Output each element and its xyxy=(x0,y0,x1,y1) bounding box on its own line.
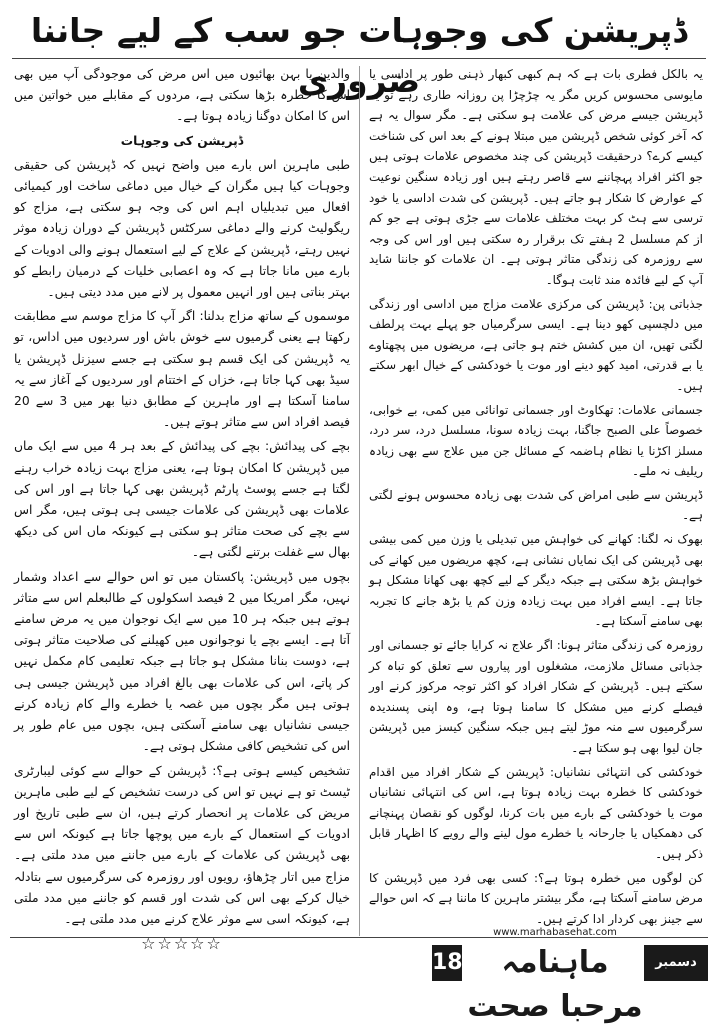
website-url: www.marhabasehat.com xyxy=(493,927,617,938)
end-ornament: ☆☆☆☆☆ xyxy=(141,934,223,954)
paragraph: یہ بالکل فطری بات ہے کہ ہم کبھی کبھار ذہنی طور پر اداسی یا مایوسی محسوس کریں مگر یہ چڑچڑا پن روزانہ طاری رہے تو یہ ڈپریشن جیسے مرض کی علامت ہو سکتی ہے۔ مگر سوال یہ ہے کہ آخر کوئی شخص ڈپریشن میں مبتلا ہونے کے بعد اس کی شناخت کیسے کرے؟ درحقیقت ڈپریشن کی چند مخصوص علامات ہوتی ہیں جو اکثر افراد پہچاننے سے قاصر رہتے ہیں اور زیادہ سنگین نوعیت کے عوارض کا شکار ہو جاتے ہیں۔ ڈپریشن کی شدت اداسی یا خود ترسی سے ہٹ کر بہت مختلف علامات سے جڑی ہوتی ہے جو کم از کم مسلسل 2 ہفتے تک برقرار رہ سکتی ہیں اور اس کی وجہ سے روزمرہ کی زندگی متاثر ہوتی ہے۔ ان علامات کو جاننا شاید آپ کے لیے فائدہ مند ثابت ہوگا۔ xyxy=(369,67,703,287)
paragraph: تشخیص کیسے ہوتی ہے؟: ڈپریشن کے حوالے سے کوئی لیبارٹری ٹیسٹ تو ہے نہیں تو اس کی درست تشخیص کے لیے طبی ماہرین مریض کی علامات پر انحصار کرتے ہیں، ان سے طبی تاریخ اور ادویات کے استعمال کے بارے میں پوچھا جاتا ہے کیونکہ اس سے بھی ڈپریشن کی علامات کے بارے میں جاننے میں مدد ملتی ہے۔ مزاج میں اتار چڑھاؤ، رویوں اور روزمرہ کی سرگرمیوں سے بتادلہ خیال کرکے بھی اس کی شدت اور قسم کو جاننے میں مدد ملتی ہے، کیونکہ اسی سے موثر علاج کرنے میں مدد ملتی ہے۔ xyxy=(14,763,350,926)
paragraph: ڈپریشن سے طبی امراض کی شدت بھی زیادہ محسوس ہونے لگتی ہے۔ xyxy=(369,487,703,523)
issue-date: دسمبر 2019ء xyxy=(644,945,708,981)
magazine-footer xyxy=(0,927,718,1024)
paragraph: بچوں میں ڈپریشن: پاکستان میں تو اس حوالے سے اعداد وشمار نہیں، مگر امریکا میں 2 فیصد اسکولوں کے طالبعلم اس سے متاثر ہوتے ہیں جبکہ ہر 10 میں سے ایک نوجوان میں یہ مرض سامنے آتا ہے۔ ایسے بچے یا نوجوانوں میں کھیلنے کی صلاحیت متاثر ہوتی ہے، دوست بنانا مشکل ہو جاتا ہے جبکہ تعلیمی کام مکمل نہیں کر پاتے، اس کی علامات بھی بالغ افراد میں ڈپریشن جیسی ہی ہوتی ہیں مگر بچوں میں غصہ یا خطرے والے کام زیادہ کرنے جیسی نشانیاں بھی سامنے آسکتی ہیں، بچوں میں عام طور پر اس کی تشخیص کافی مشکل ہوتی ہے۔ xyxy=(14,569,350,754)
page-number: 18 xyxy=(432,945,462,981)
magazine-logo: ماہنامہ مرحبا صحت xyxy=(467,945,643,1024)
title-divider xyxy=(12,58,706,59)
column-divider xyxy=(359,66,360,936)
paragraph: جسمانی علامات: تھکاوٹ اور جسمانی توانائی میں کمی، بے خوابی، خصوصاً علی الصبح جاگنا، بہت زیادہ سونا، مسلسل درد، سر درد، مسلز اکڑنا یا نظام ہاضمہ کے مسائل جن میں علاج سے بھی زیادہ ریلیف نہ ملے۔ xyxy=(369,402,703,479)
paragraph: طبی ماہرین اس بارے میں واضح نہیں کہ ڈپریشن کی حقیقی وجوہات کیا ہیں مگران کے خیال میں دماغی ساخت اور کیمیائی افعال میں تبدیلیاں اہم اس کی وجہ ہو سکتی ہے، مزاج کو ریگولیٹ کرنے والے دماغی سرکٹس ڈپریشن کے دوران زیادہ موثر نہیں رہتے، ڈپریشن کے علاج کے لیے استعمال ہونے والی ادویات کے بارے میں مانا جاتا ہے کہ وہ اعصابی خلیات کے درمیان رابطے کو بہتر بناتی ہیں اور انہیں معمول پر لانے میں مدد دیتی ہیں۔ xyxy=(14,157,350,300)
paragraph: والدین یا بہن بھائیوں میں اس مرض کی موجودگی آپ میں بھی اس کا خطرہ بڑھا سکتی ہے، مردوں کے مقابلے میں خواتین میں اس کا امکان دوگنا زیادہ ہوتا ہے۔ xyxy=(14,67,350,124)
paragraph: بچے کی پیدائش: بچے کی پیدائش کے بعد ہر 4 میں سے ایک ماں میں ڈپریشن کا امکان ہوتا ہے، یعنی مزاج بہت زیادہ خراب رہنے لگتا ہے جسے پوسٹ پارٹم ڈپریشن بھی کہا جاتا ہے اور اس کی علامات بھی ڈپریشن کی علامات جیسی ہی ہوتی ہیں، مگر اس سے بچے کی صحت متاثر ہو سکتی ہے کیونکہ ماں اس کی دیکھ بھال سے غفلت برتنے لگتی ہے۔ xyxy=(14,439,350,560)
paragraph: کن لوگوں میں خطرہ ہوتا ہے؟: کسی بھی فرد میں ڈپریشن کا مرض سامنے آسکتا ہے، مگر بیشتر ماہرین کا ماننا ہے کہ اس حوالے سے جینز بھی کردار ادا کرتے ہیں۔ xyxy=(369,870,703,926)
section-heading: ڈپریشن کی وجوہات xyxy=(120,133,244,148)
paragraph: خودکشی کی انتہائی نشانیاں: ڈپریشن کے شکار افراد میں اقدام خودکشی کا خطرہ بہت زیادہ ہوتا ہے، اس کی انتہائی نشانیاں موت یا خودکشی کے بارے میں بات کرنا، لوگوں کو نقصان پہنچانے کی دھمکیاں یا جارحانہ یا خطرے مول لینے والے رویے کا اظہار قابل ذکر ہیں۔ xyxy=(369,764,703,861)
page-title: ڈپریشن کی وجوہات جو سب کے لیے جاننا ضروری xyxy=(30,11,688,100)
article-column-right xyxy=(369,64,703,937)
paragraph: موسموں کے ساتھ مزاج بدلنا: اگر آپ کا مزاج موسم سے مطابقت رکھتا ہے یعنی گرمیوں سے خوش باش اور سردیوں میں اداس، تو یہ ڈپریشن کی ایک قسم ہو سکتی ہے جسے سیزنل ڈپریشن یا سیڈ بھی کہا جاتا ہے، خزاں کے اختتام اور سردیوں کے آغاز سے یہ سامنا آسکتا ہے اور ماہرین کے مطابق دنیا بھر میں 3 سے 20 فیصد افراد اس سے متاثر ہوتے ہیں۔ xyxy=(14,309,351,430)
article-column-left xyxy=(14,64,350,959)
paragraph: روزمرہ کی زندگی متاثر ہونا: اگر علاج نہ کرایا جائے تو جسمانی اور جذباتی مسائل ملازمت، مشغلوں اور پیاروں سے تعلق کو تباہ کر سکتے ہیں۔ ڈپریشن کے شکار افراد کو اکثر توجہ مرکوز کرنے اور فیصلے کرنے میں مشکل کا سامنا ہوتا ہے، وہ اپنی پسندیدہ سرگرمیوں سے منہ موڑ لیتے ہیں جبکہ سنگین کیسز میں ڈپریشن جان لیوا بھی ہو سکتا ہے۔ xyxy=(369,638,703,755)
paragraph: بھوک نہ لگنا: کھانے کی خواہش میں تبدیلی یا وزن میں کمی بیشی بھی ڈپریشن کی ایک نمایاں نشانی ہے، کچھ مریضوں میں کھانے کی خواہش بڑھ سکتی ہے جبکہ دیگر کے لیے کچھ بھی کھانا مشکل ہو جاتا ہے۔ ایسے افراد میں بہت زیادہ وزن کم یا بڑھ جانے کا تجربہ بھی سامنے آسکتا ہے۔ xyxy=(369,532,703,629)
paragraph: جذباتی پن: ڈپریشن کی مرکزی علامت مزاج میں اداسی اور زندگی میں دلچسپی کھو دینا ہے۔ ایسی سرگرمیاں جو پہلے بہت پرلطف لگتی تھیں، ان میں کشش ختم ہو جاتی ہے، مریضوں میں پچھتاوے یا بے قدرتی، امید کھو دینے اور موت یا خودکشی کے خیال ابھر سکتے ہیں۔ xyxy=(369,296,703,393)
